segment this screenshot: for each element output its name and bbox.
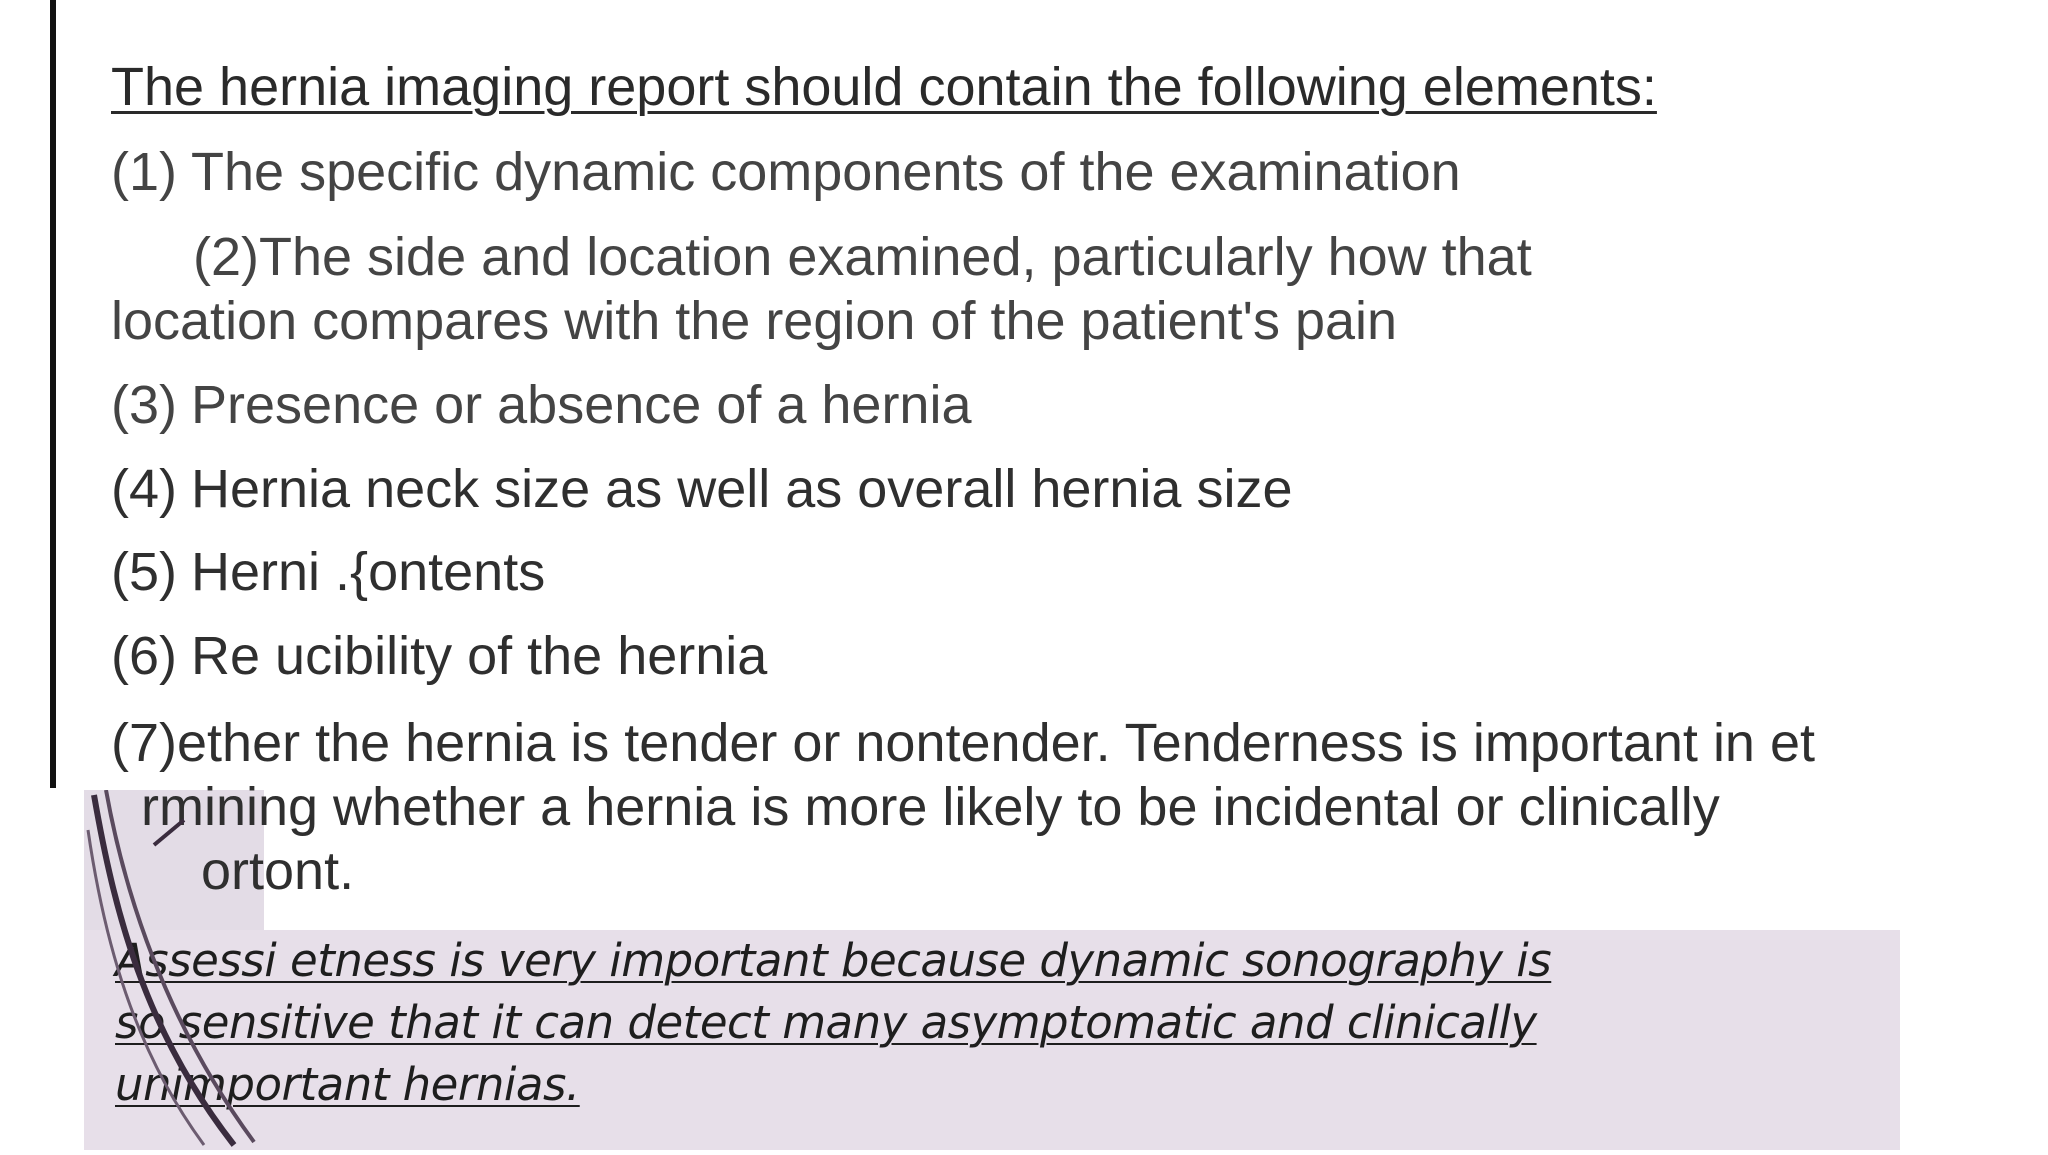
pen-stroke-2 (106, 790, 254, 1142)
scanned-note-line-1: Assessi etness is very important because dynamic sonography is (115, 934, 1552, 987)
list-item-number: (4) (111, 459, 177, 519)
list-item-7 (111, 711, 1911, 903)
list-item-number: (1) (111, 142, 177, 202)
list-item-7-line-1: (7)ether the hernia is tender or nontender. Tenderness is important in et (111, 713, 1816, 773)
list-item-text: Hernia neck size as well as overall hernia size (191, 459, 1293, 519)
pen-stroke-1 (94, 795, 234, 1145)
list-item-text: Presence or absence of a hernia (191, 375, 972, 435)
scanned-note-line-3: unimportant hernias. (115, 1058, 580, 1111)
slide-heading: The hernia imaging report should contain the following elements: (111, 57, 1657, 117)
scanned-pen-strokes (84, 790, 264, 1150)
list-item-number: (6) (111, 626, 177, 686)
scanned-note (115, 930, 1905, 1116)
list-item-2-line-1: (2)The side and location examined, particularly how that (193, 227, 1532, 287)
list-item-number: (5) (111, 542, 177, 602)
left-border-bar (50, 0, 56, 788)
list-item-1 (111, 140, 1461, 204)
scanned-note-line-2: so sensitive that it can detect many asymptomatic and clinically (115, 996, 1537, 1049)
list-item-text: The specific dynamic components of the examination (177, 142, 1461, 202)
list-item-text: Re ucibility of the hernia (191, 626, 768, 686)
list-item-4 (111, 457, 1293, 521)
list-item-number: (3) (111, 375, 177, 435)
list-item-7-line-3: ortont. (201, 841, 355, 901)
list-item-5 (111, 540, 545, 604)
list-item-2-line-2: location compares with the region of the patient's pain (111, 291, 1398, 351)
list-item-text: Herni .{ontents (191, 542, 546, 602)
list-item-6 (111, 624, 767, 688)
list-item-7-line-2: rmining whether a hernia is more likely to be incidental or clinically (141, 777, 1720, 837)
list-item-3 (111, 373, 972, 437)
pen-stroke-4 (154, 820, 184, 845)
